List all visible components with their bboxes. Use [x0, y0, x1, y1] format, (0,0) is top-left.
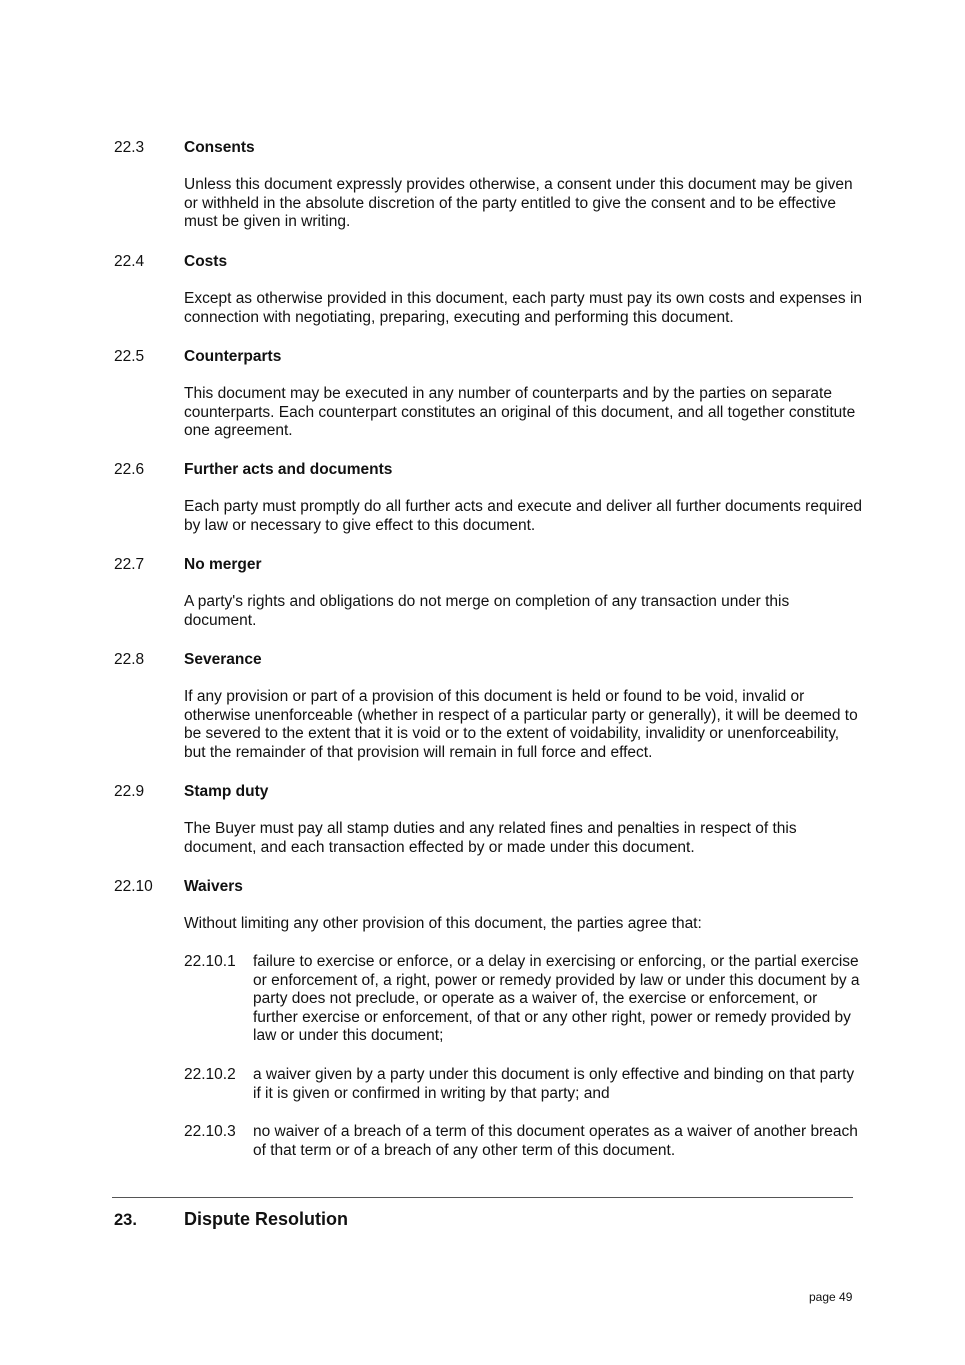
- waiver-item-number: 22.10.1: [184, 953, 236, 970]
- clause-body: If any provision or part of a provision of this document is held or found to be void, invalid or otherwise unenforceable (whether in respect of a particular party or generally), it will be deemed to be severed to the extent that it is void or to the extent of voidability, invalidity or unenforceability, but the remainder of that provision will remain in full force and effect.: [184, 688, 858, 761]
- clause-heading: Severance: [184, 651, 262, 668]
- page-number: page 49: [809, 1290, 853, 1304]
- clause-heading: Waivers: [184, 878, 243, 895]
- section-number: 23.: [114, 1211, 137, 1229]
- clause-number: 22.10: [114, 878, 153, 895]
- waiver-item-number: 22.10.3: [184, 1123, 236, 1140]
- clause-body: Without limiting any other provision of this document, the parties agree that:: [184, 915, 702, 932]
- clause-body: Except as otherwise provided in this document, each party must pay its own costs and expenses in connection with negotiating, preparing, executing and performing this document.: [184, 290, 863, 326]
- clause-body: This document may be executed in any number of counterparts and by the parties on separate counterparts. Each counterpart constitutes an original of this document, and all together constitute one agreement.: [184, 385, 856, 440]
- waiver-item-text: a waiver given by a party under this document is only effective and binding on that party if it is given or confirmed in writing by that party; and: [253, 1066, 855, 1102]
- clause-number: 22.8: [114, 651, 145, 668]
- clause-number: 22.7: [114, 556, 145, 573]
- waiver-item-text: failure to exercise or enforce, or a delay in exercising or enforcing, or the partial exercise or enforcement of, a right, power or remedy provided by law or under this document by a party does not preclude, or operate as a waiver of, the exercise or enforcement, or further exercise or enforcement, of that or any other right, power or remedy provided by law or under this document;: [253, 953, 860, 1045]
- clause-number: 22.6: [114, 461, 145, 478]
- clause-number: 22.5: [114, 348, 145, 365]
- clause-heading: Consents: [184, 139, 255, 156]
- waiver-item-number: 22.10.2: [184, 1066, 236, 1083]
- clause-heading: No merger: [184, 556, 262, 573]
- clause-heading: Further acts and documents: [184, 461, 393, 478]
- section-divider: [112, 1197, 853, 1198]
- clause-heading: Costs: [184, 253, 228, 270]
- section-title: Dispute Resolution: [184, 1209, 349, 1229]
- clause-body: A party's rights and obligations do not merge on completion of any transaction under this document.: [184, 593, 790, 629]
- clause-number: 22.4: [114, 253, 145, 270]
- waiver-item-text: no waiver of a breach of a term of this document operates as a waiver of another breach of that term or of a breach of any other term of this document.: [253, 1123, 858, 1159]
- clause-number: 22.3: [114, 139, 145, 156]
- clause-heading: Counterparts: [184, 348, 282, 365]
- clause-number: 22.9: [114, 783, 145, 800]
- clause-body: The Buyer must pay all stamp duties and any related fines and penalties in respect of this document, and each transaction effected by or made under this document.: [184, 820, 797, 856]
- clause-body: Each party must promptly do all further acts and execute and deliver all further documents required by law or necessary to give effect to this document.: [184, 498, 863, 534]
- clause-heading: Stamp duty: [184, 783, 269, 800]
- clause-body: Unless this document expressly provides otherwise, a consent under this document may be given or withheld in the absolute discretion of the party entitled to give the consent and to be effective must be given in writing.: [184, 176, 853, 231]
